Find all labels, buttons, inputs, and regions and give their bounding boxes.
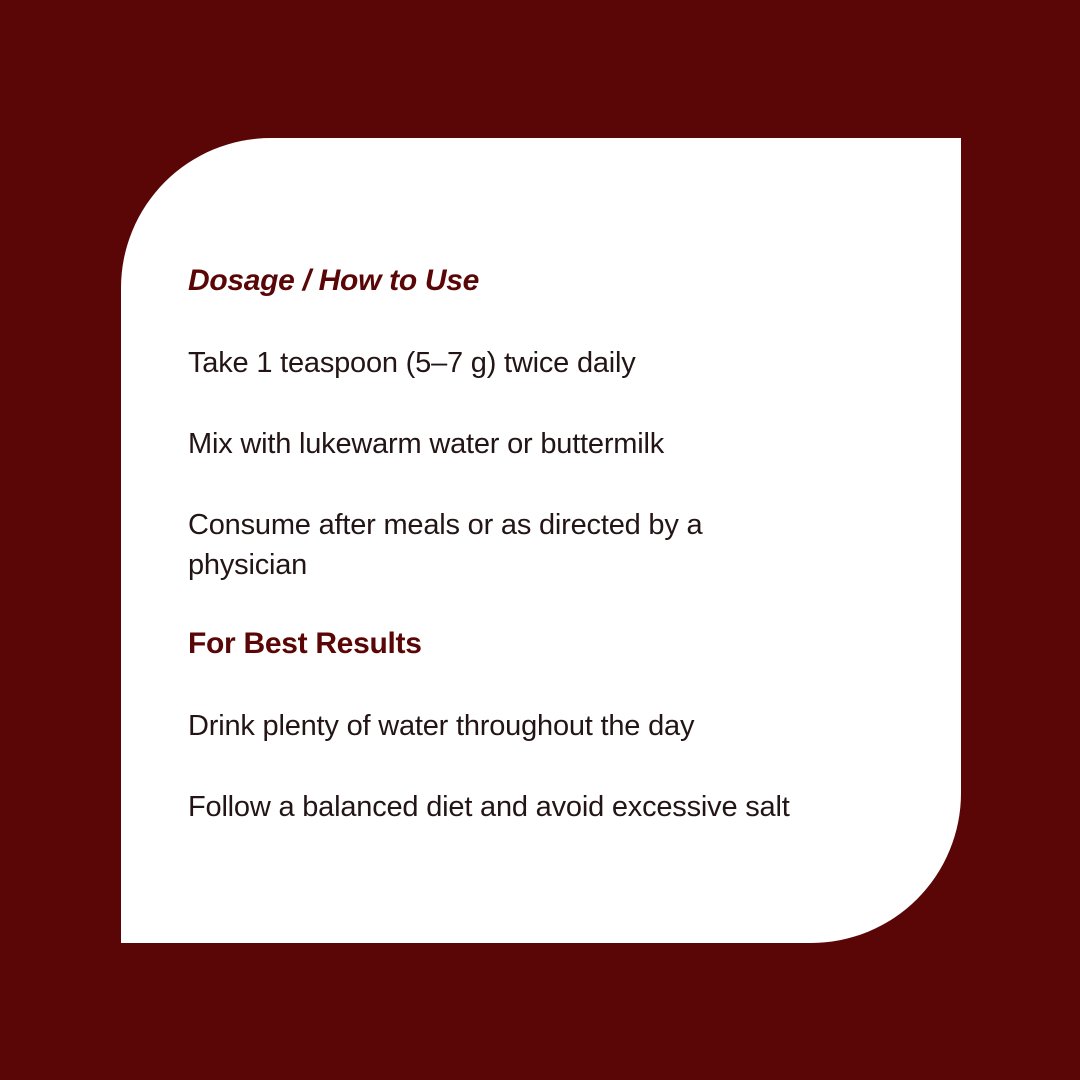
best-results-heading: For Best Results xyxy=(188,627,422,661)
best-results-item-2: Follow a balanced diet and avoid excessive salt xyxy=(188,791,790,824)
dosage-heading: Dosage / How to Use xyxy=(188,264,480,297)
content-card xyxy=(121,138,961,943)
content-body xyxy=(188,263,888,827)
dosage-item-3: Consume after meals or as directed by a physician xyxy=(188,509,703,582)
dosage-item-1: Take 1 teaspoon (5–7 g) twice daily xyxy=(188,347,636,379)
dosage-item-2: Mix with lukewarm water or buttermilk xyxy=(188,428,665,461)
best-results-item-1: Drink plenty of water throughout the day xyxy=(188,710,695,743)
